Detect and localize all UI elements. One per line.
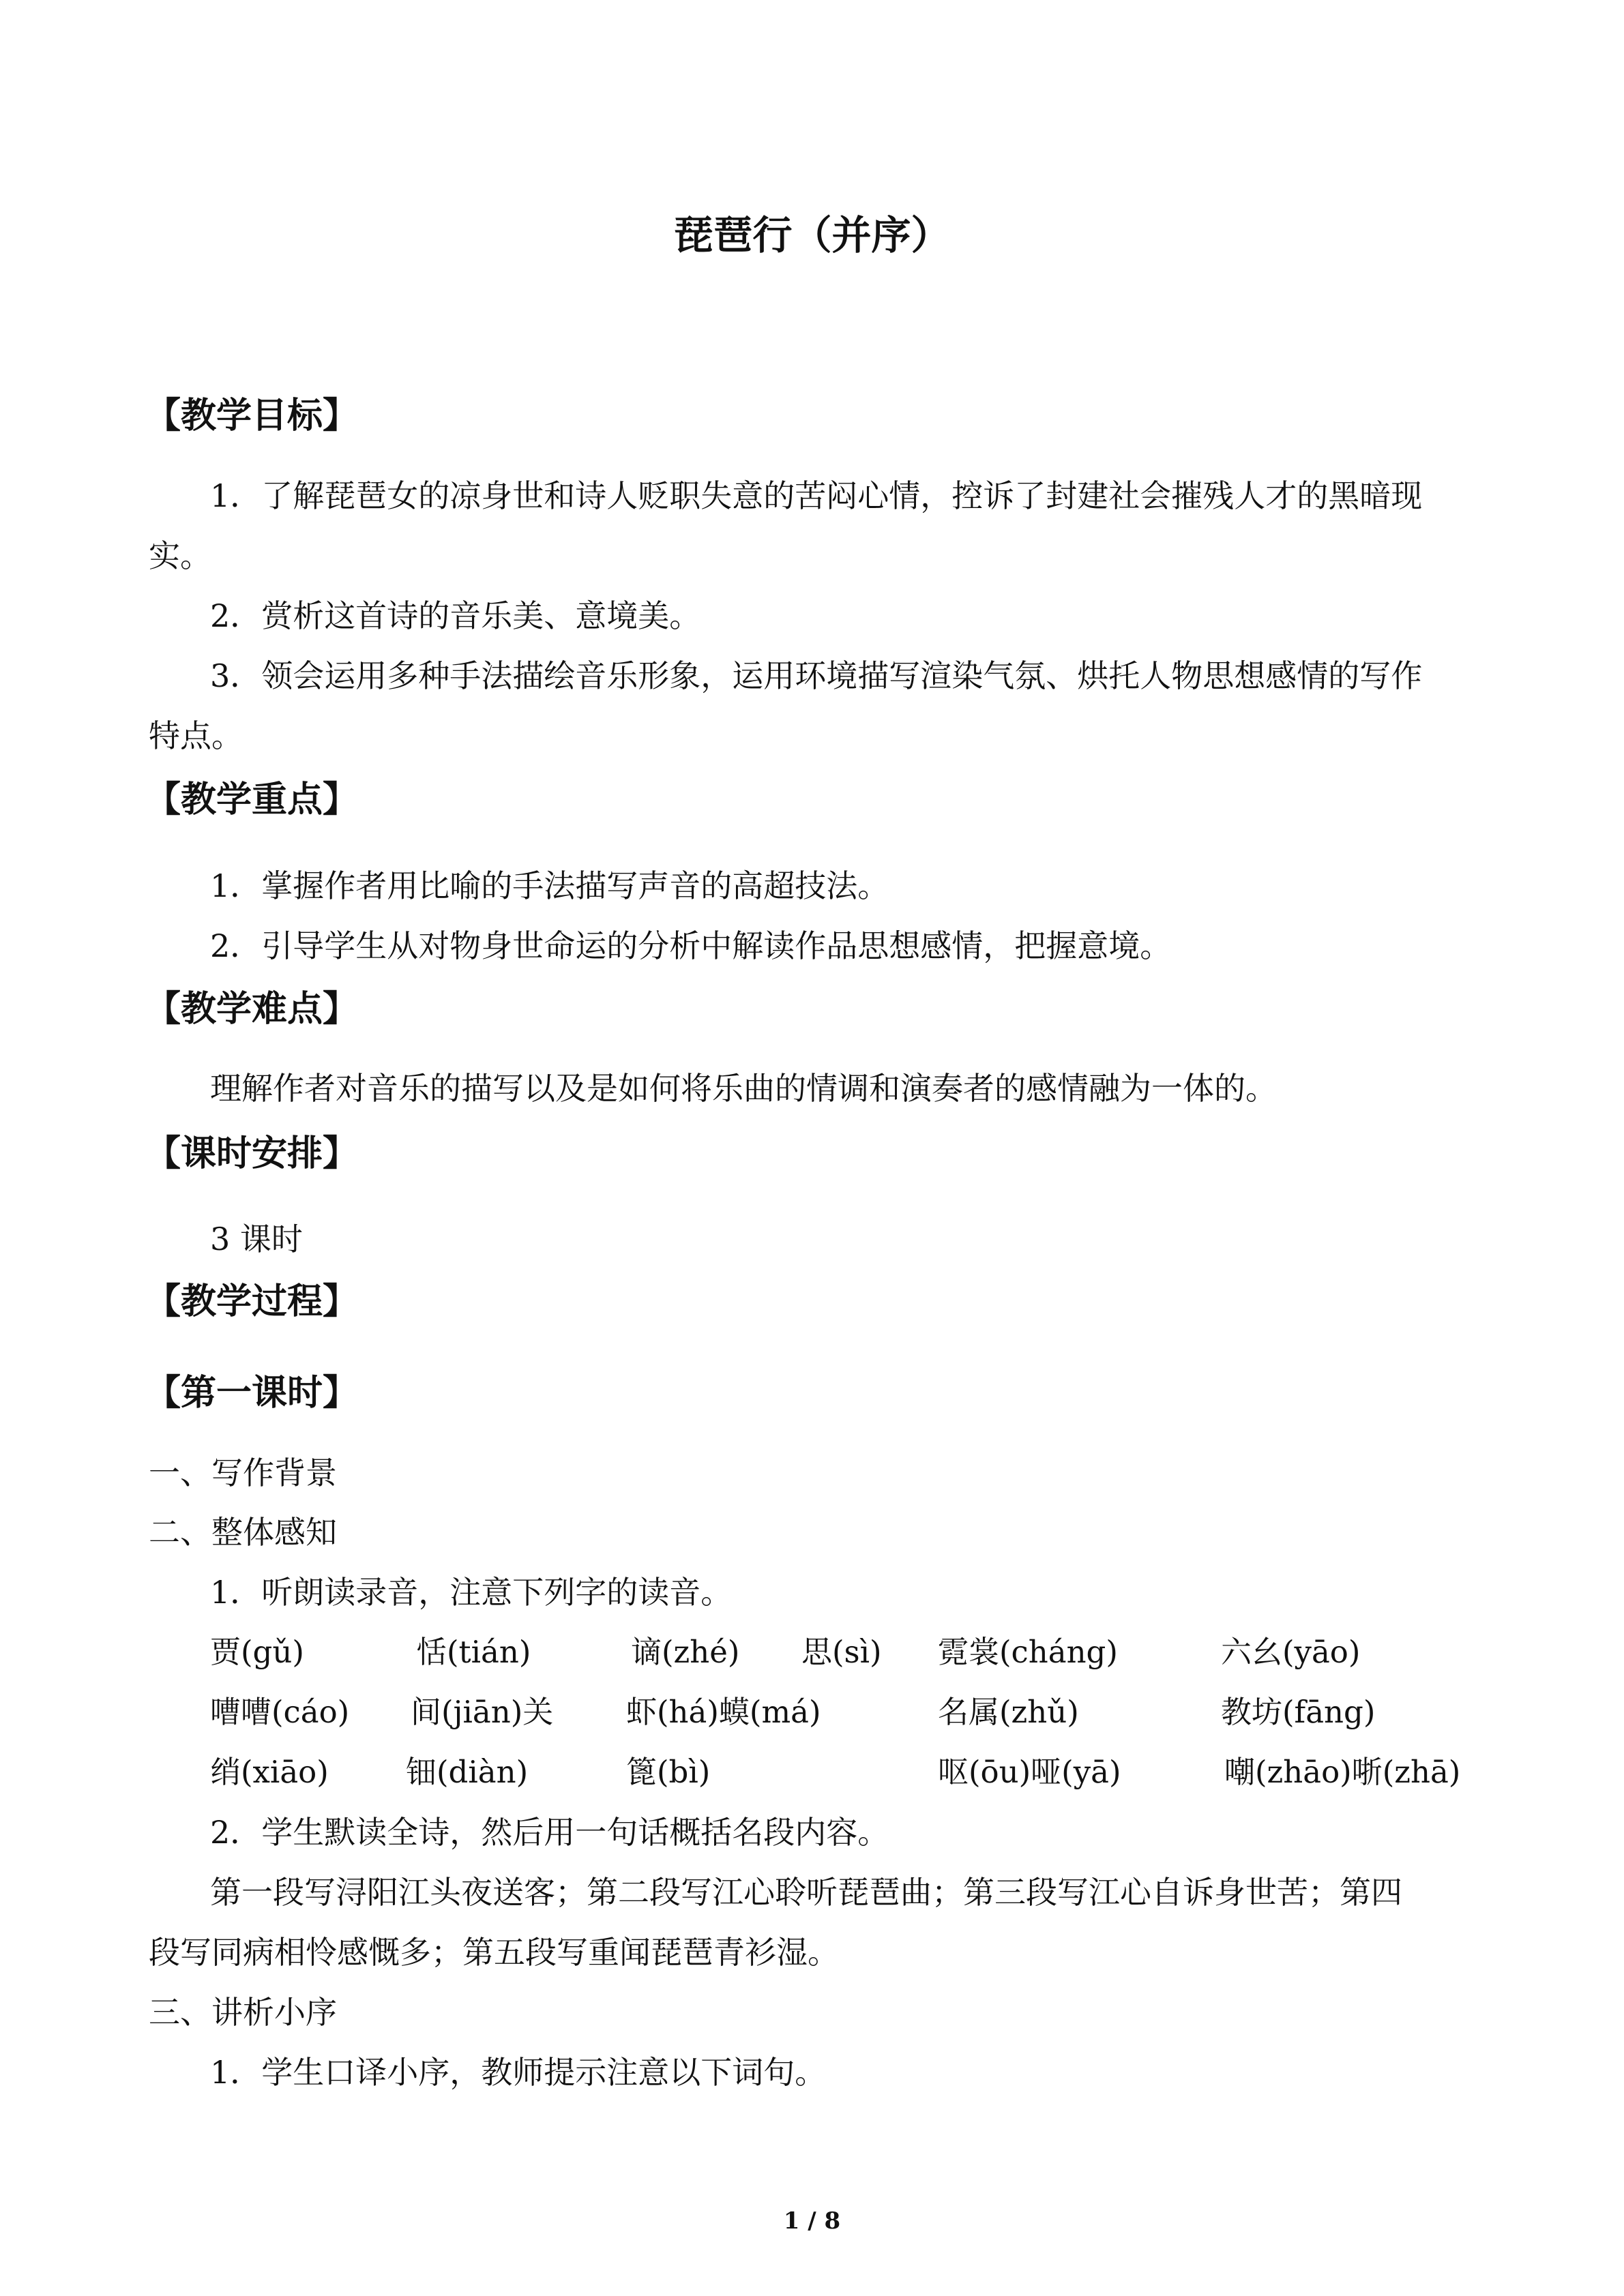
difficulty-heading: 【教学难点】 <box>145 988 359 1030</box>
part-3-preface: 三、讲析小序 <box>149 1994 337 2031</box>
pinyin-item: 嘲(zhāo)哳(zhā) <box>1224 1754 1461 1790</box>
schedule-text: 3 课时 <box>210 1221 303 1257</box>
pinyin-item: 谪(zhé) <box>631 1634 740 1670</box>
pinyin-item: 六幺(yāo) <box>1221 1634 1361 1670</box>
pinyin-item: 教坊(fāng) <box>1221 1694 1376 1730</box>
goal-3-line-1: 3．领会运用多种手法描绘音乐形象，运用环境描写渲染气氛、烘托人物思想感情的写作 <box>210 657 1423 694</box>
difficulty-text: 理解作者对音乐的描写以及是如何将乐曲的情调和演奏者的感情融为一体的。 <box>210 1070 1277 1107</box>
pinyin-item: 霓裳(cháng) <box>938 1634 1118 1670</box>
pinyin-item: 间(jiān)关 <box>411 1694 554 1730</box>
pinyin-item: 篦(bì) <box>626 1754 711 1790</box>
goals-heading: 【教学目标】 <box>145 395 359 436</box>
page-number: 1 / 8 <box>783 2207 841 2235</box>
lesson-1-heading: 【第一课时】 <box>145 1372 359 1414</box>
key-point-1: 1．掌握作者用比喻的手法描写声音的高超技法。 <box>210 867 889 904</box>
pinyin-item: 名属(zhǔ) <box>938 1694 1079 1730</box>
pinyin-item: 呕(ōu)哑(yā) <box>938 1754 1121 1790</box>
goal-1-line-2: 实。 <box>149 537 211 574</box>
pinyin-item: 钿(diàn) <box>406 1754 529 1790</box>
part-2-item-2: 2．学生默读全诗，然后用一句话概括名段内容。 <box>210 1814 889 1851</box>
process-heading: 【教学过程】 <box>145 1281 359 1322</box>
pinyin-item: 嘈嘈(cáo) <box>210 1694 350 1730</box>
pinyin-item: 贾(gǔ) <box>210 1634 304 1670</box>
goal-1-line-1: 1．了解琵琶女的凉身世和诗人贬职失意的苦闷心情，控诉了封建社会摧残人才的黑暗现 <box>210 477 1423 514</box>
goal-2: 2．赏析这首诗的音乐美、意境美。 <box>210 597 701 634</box>
part-3-item-1: 1．学生口译小序，教师提示注意以下词句。 <box>210 2054 827 2091</box>
key-points-heading: 【教学重点】 <box>145 779 359 820</box>
part-2-overview: 二、整体感知 <box>149 1514 337 1551</box>
part-1-background: 一、写作背景 <box>149 1455 337 1491</box>
schedule-heading: 【课时安排】 <box>145 1133 359 1174</box>
pinyin-item: 绡(xiāo) <box>210 1754 329 1790</box>
pinyin-item: 虾(há)蟆(má) <box>626 1694 821 1730</box>
goal-3-line-2: 特点。 <box>149 717 243 754</box>
part-2-item-1: 1．听朗读录音，注意下列字的读音。 <box>210 1574 733 1611</box>
document-title: 琵琶行（并序） <box>673 212 951 258</box>
pinyin-item: 恬(tián) <box>416 1634 531 1670</box>
summary-line-2: 段写同病相怜感慨多；第五段写重闻琵琶青衫湿。 <box>149 1934 839 1971</box>
key-point-2: 2．引导学生从对物身世命运的分析中解读作品思想感情，把握意境。 <box>210 927 1172 964</box>
pinyin-item: 思(sì) <box>801 1634 882 1670</box>
summary-line-1: 第一段写浔阳江头夜送客；第二段写江心聆听琵琶曲；第三段写江心自诉身世苦；第四 <box>210 1874 1402 1911</box>
